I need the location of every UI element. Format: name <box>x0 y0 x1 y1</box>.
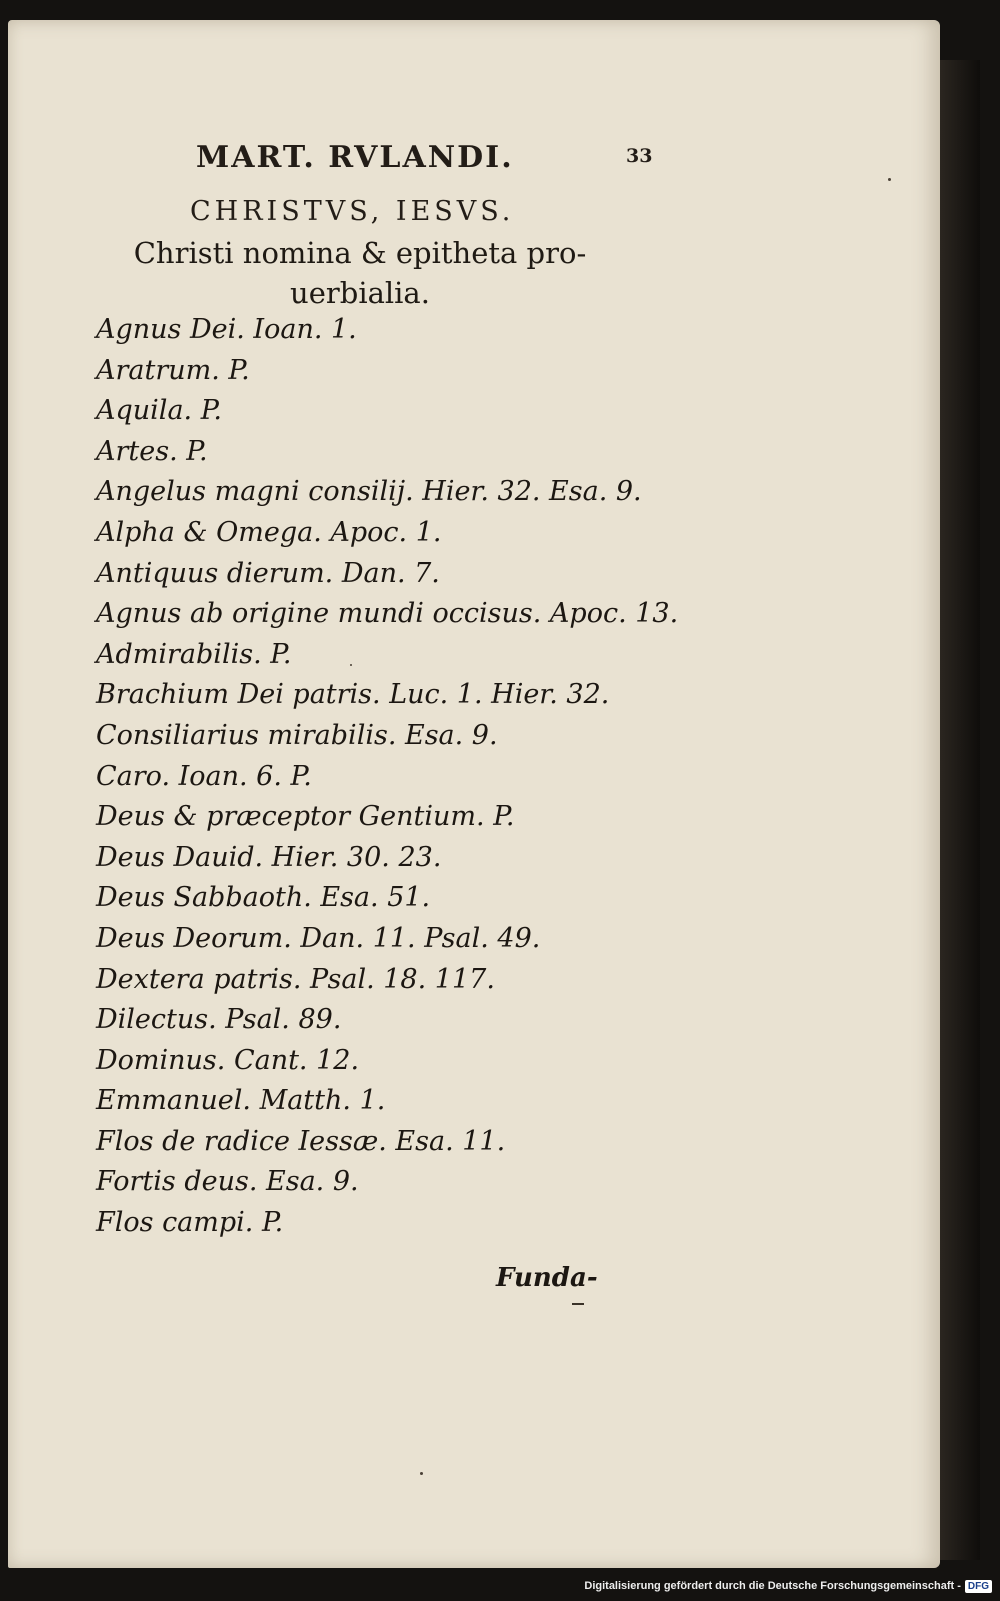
list-item: Deus Deorum. Dan. 11. Psal. 49. <box>96 922 541 954</box>
catchword: Funda- <box>496 1263 598 1293</box>
list-item: Admirabilis. P. <box>96 638 292 670</box>
chapter-title: CHRISTVS, IESVS. <box>190 196 515 227</box>
list-item: Flos campi. P. <box>96 1207 284 1239</box>
list-item: Angelus magni consilij. Hier. 32. Esa. 9. <box>96 476 642 508</box>
list-item: Dextera patris. Psal. 18. 117. <box>96 963 495 995</box>
digitization-footer <box>584 1575 992 1597</box>
list-item: Fortis deus. Esa. 9. <box>96 1166 359 1198</box>
list-item: Flos de radice Iessæ. Esa. 11. <box>96 1125 506 1157</box>
list-item: Caro. Ioan. 6. P. <box>96 760 312 792</box>
dfg-logo-icon: DFG <box>965 1580 992 1593</box>
catchword-underline <box>572 1303 584 1305</box>
footer-text: Digitalisierung gefördert durch die Deutsche Forschungsgemeinschaft - <box>584 1580 961 1592</box>
list-item: Agnus Dei. Ioan. 1. <box>96 314 357 345</box>
paper-speck <box>350 664 352 666</box>
list-item: Dilectus. Psal. 89. <box>96 1004 342 1036</box>
running-title: MART. RVLANDI. <box>196 140 514 175</box>
list-item: Artes. P. <box>96 435 208 467</box>
list-item: Dominus. Cant. 12. <box>96 1044 360 1076</box>
paper-speck <box>420 1472 423 1475</box>
list-item: Consiliarius mirabilis. Esa. 9. <box>96 719 498 751</box>
entry-list <box>96 310 678 1244</box>
list-item: Deus Dauid. Hier. 30. 23. <box>96 841 442 873</box>
page-edge-shadow <box>940 60 980 1560</box>
list-item: Deus Sabbaoth. Esa. 51. <box>96 882 431 914</box>
paper-speck <box>888 178 891 181</box>
list-item: Aratrum. P. <box>96 354 250 386</box>
list-item: Alpha & Omega. Apoc. 1. <box>96 516 442 548</box>
chapter-subtitle-line-2: uerbialia. <box>290 276 430 310</box>
list-item: Agnus ab origine mundi occisus. Apoc. 13. <box>96 598 679 630</box>
folio-number: 33 <box>626 145 653 167</box>
list-item: Aquila. P. <box>96 395 222 427</box>
list-item: Antiquus dierum. Dan. 7. <box>96 557 440 589</box>
list-item: Brachium Dei patris. Luc. 1. Hier. 32. <box>96 679 610 711</box>
chapter-subtitle-line-1: Christi nomina & epitheta pro- <box>133 236 587 270</box>
list-item: Deus & præceptor Gentium. P. <box>96 801 515 833</box>
list-item: Emmanuel. Matth. 1. <box>96 1085 386 1117</box>
